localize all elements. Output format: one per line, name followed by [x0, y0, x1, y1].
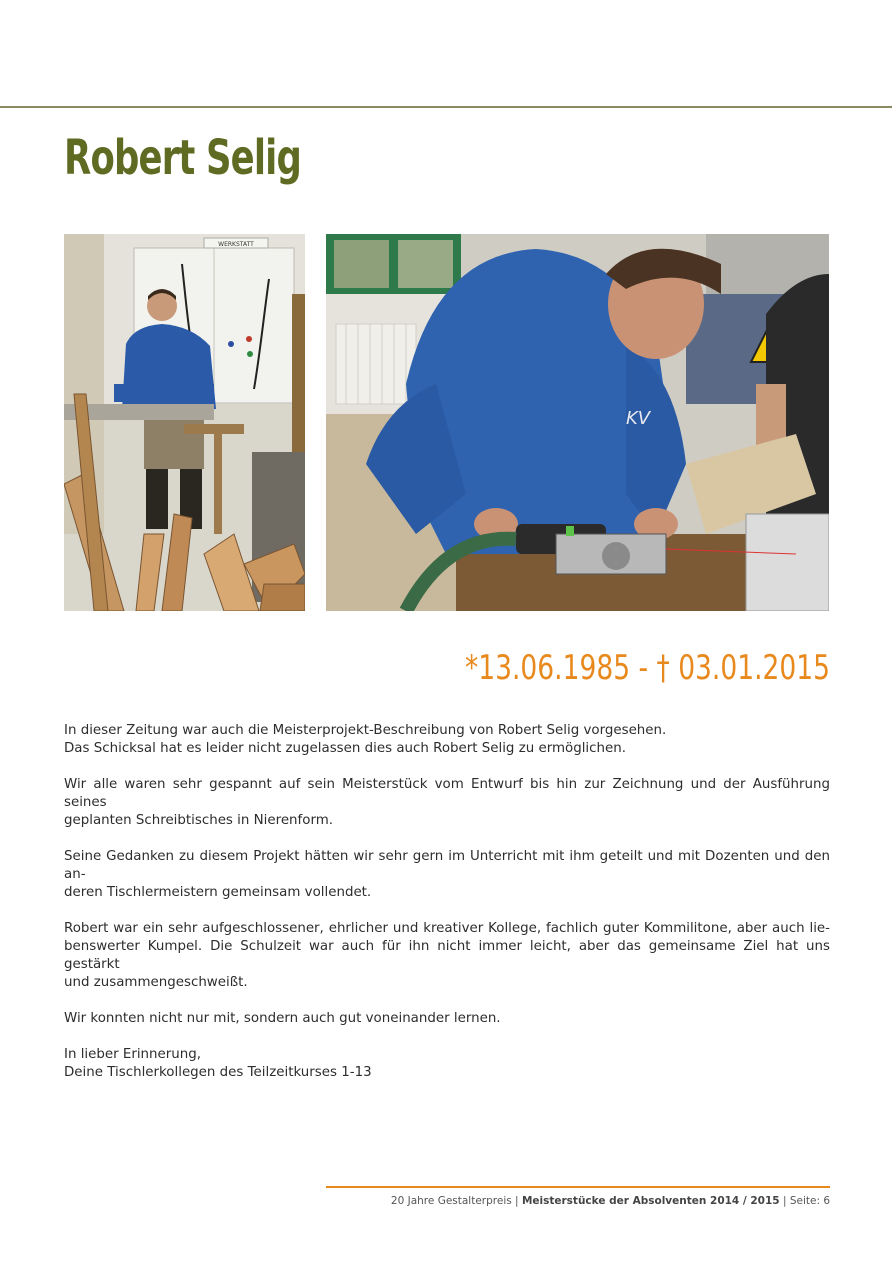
text-line: und zusammengeschweißt. [64, 975, 248, 990]
signature-block [64, 1046, 830, 1082]
text-line: Wir alle waren sehr gespannt auf sein Meisterstück vom Entwurf bis hin zur Zeichnung und der Ausführung seines [64, 777, 830, 810]
footer-publication: 20 Jahre Gestalterpreis | [390, 1195, 522, 1207]
workshop-sign: WERKSTATT [218, 241, 254, 248]
footer-rule [326, 1186, 830, 1188]
paragraph-2 [64, 776, 830, 830]
memorial-text [64, 722, 830, 1082]
page-title: Robert Selig [64, 130, 301, 186]
text-line: benswerter Kumpel. Die Schulzeit war auch für ihn nicht immer leicht, aber das gemeinsame Ziel hat uns gestärkt [64, 939, 830, 972]
workshop-photo-left [64, 234, 305, 611]
header-rule [0, 106, 892, 108]
life-dates: *13.06.1985 - † 03.01.2015 [464, 648, 830, 688]
text-line: Robert war ein sehr aufgeschlossener, ehrlicher und kreativer Kollege, fachlich guter Kommilitone, aber auch lie- [64, 921, 830, 936]
text-line: In lieber Erinnerung, [64, 1047, 202, 1062]
footer-page-number: | Seite: 6 [779, 1195, 830, 1207]
paragraph-5 [64, 1010, 830, 1028]
text-line: Wir konnten nicht nur mit, sondern auch gut voneinander lernen. [64, 1011, 501, 1026]
text-line: Das Schicksal hat es leider nicht zugelassen dies auch Robert Selig zu ermöglichen. [64, 741, 626, 756]
text-line: deren Tischlermeistern gemeinsam vollendet. [64, 885, 372, 900]
footer-section-title: Meisterstücke der Absolventen 2014 / 2015 [521, 1195, 780, 1207]
paragraph-1 [64, 722, 830, 758]
jacket-logo: KV [626, 408, 651, 429]
text-line: In dieser Zeitung war auch die Meisterprojekt-Beschreibung von Robert Selig vorgesehen. [64, 723, 667, 738]
text-line: Deine Tischlerkollegen des Teilzeitkurses 1-13 [64, 1065, 372, 1080]
page-footer [391, 1195, 830, 1207]
paragraph-3 [64, 848, 830, 902]
text-line: Seine Gedanken zu diesem Projekt hätten wir sehr gern im Unterricht mit ihm geteilt und mit Dozenten und den an- [64, 849, 830, 882]
workshop-photo-right [326, 234, 829, 611]
text-line: geplanten Schreibtisches in Nierenform. [64, 813, 334, 828]
paragraph-4 [64, 920, 830, 992]
